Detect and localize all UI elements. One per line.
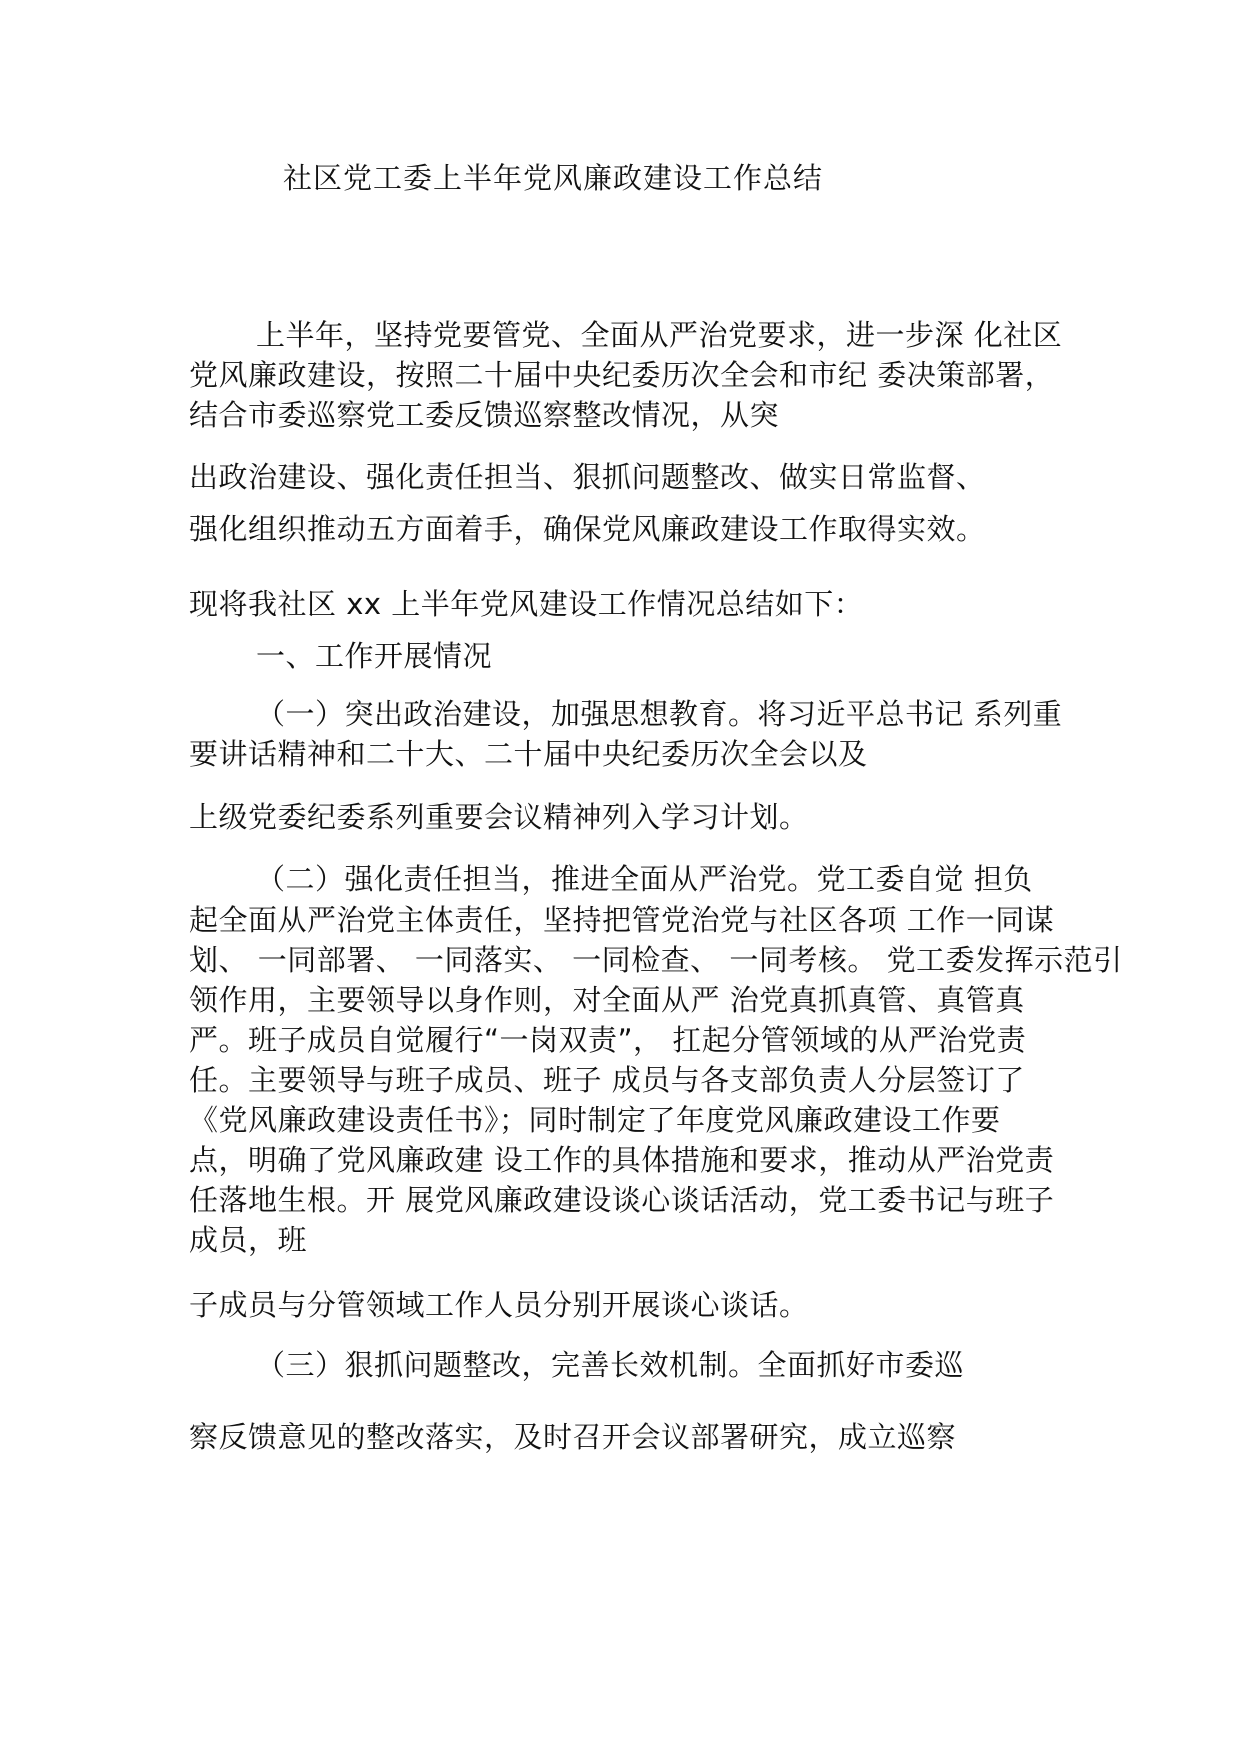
paragraph-line: 严。班子成员自觉履行“一岗双责”， 扛起分管领域的从严治党责 — [189, 1023, 1027, 1057]
document-title: 社区党工委上半年党风廉政建设工作总结 — [283, 161, 824, 195]
paragraph-line: 起全面从严治党主体责任，坚持把管党治党与社区各项 工作一同谋 — [189, 903, 1055, 937]
paragraph-line: 强化组织推动五方面着手，确保党风廉政建设工作取得实效。 — [189, 512, 986, 546]
paragraph-line: 现将我社区 xx 上半年党风建设工作情况总结如下： — [189, 587, 864, 621]
section-heading: 一、工作开展情况 — [256, 639, 493, 673]
paragraph-line: 要讲话精神和二十大、二十届中央纪委历次全会以及 — [189, 737, 868, 771]
paragraph-line: 任落地生根。开 展党风廉政建设谈心谈话活动，党工委书记与班子 — [189, 1183, 1055, 1217]
paragraph-line: 党风廉政建设，按照二十届中央纪委历次全会和市纪 委决策部署， — [189, 358, 1055, 392]
paragraph-line: 成员，班 — [189, 1223, 308, 1257]
paragraph-line: 子成员与分管领域工作人员分别开展谈心谈话。 — [189, 1288, 809, 1322]
paragraph-line: 划、 一同部署、 一同落实、 一同检查、 一同考核。 党工委发挥示范引 — [189, 943, 1123, 977]
paragraph-line: 上级党委纪委系列重要会议精神列入学习计划。 — [189, 800, 809, 834]
paragraph-line: （二）强化责任担当，推进全面从严治党。党工委自觉 担负 — [256, 862, 1033, 896]
paragraph-line: 领作用，主要领导以身作则，对全面从严 治党真抓真管、真管真 — [189, 983, 1025, 1017]
paragraph-line: 《党风廉政建设责任书》；同时制定了年度党风廉政建设工作要 — [189, 1103, 1001, 1137]
paragraph-line: （一）突出政治建设，加强思想教育。将习近平总书记 系列重 — [256, 697, 1063, 731]
paragraph-line: 任。主要领导与班子成员、班子 成员与各支部负责人分层签订了 — [189, 1063, 1025, 1097]
paragraph-line: 出政治建设、强化责任担当、狠抓问题整改、做实日常监督、 — [189, 460, 986, 494]
paragraph-line: 察反馈意见的整改落实，及时召开会议部署研究，成立巡察 — [189, 1420, 957, 1454]
paragraph-line: 点，明确了党风廉政建 设工作的具体措施和要求，推动从严治党责 — [189, 1143, 1055, 1177]
paragraph-line: 结合市委巡察党工委反馈巡察整改情况，从突 — [189, 398, 780, 432]
paragraph-line: 上半年，坚持党要管党、全面从严治党要求，进一步深 化社区 — [256, 318, 1063, 352]
paragraph-line: （三）狠抓问题整改，完善长效机制。全面抓好市委巡 — [256, 1348, 965, 1382]
